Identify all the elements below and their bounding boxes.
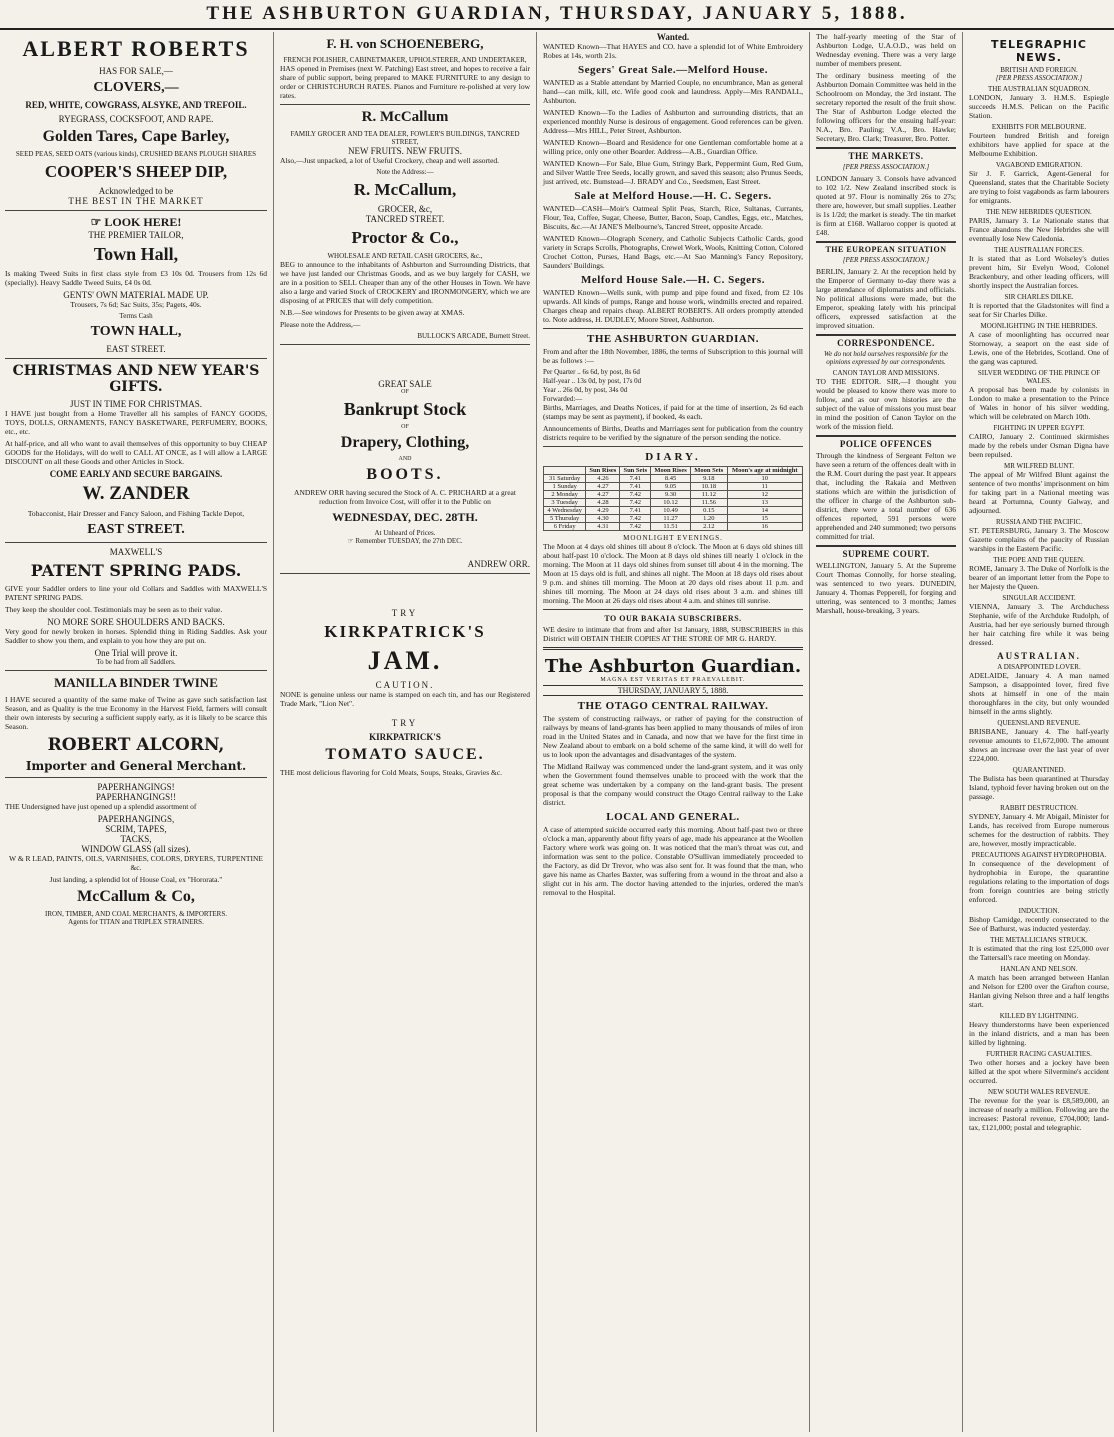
blunt-body: The appeal of Mr Wilfred Blunt against the sentence of two months' imprisonment on him for taking part in a National meeting was heard at Portumna, County Galway, and adjourned. — [969, 470, 1109, 515]
diary-cell: 9.18 — [691, 475, 727, 483]
diary-header — [544, 467, 586, 475]
diary-cell: 16 — [727, 523, 803, 531]
guardian-terms-body: From and after the 18th November, 1886, the terms of Subscription to this journal will be as follows :— — [543, 347, 803, 365]
mccallum-tancred: TANCRED STREET. — [365, 214, 445, 224]
diary-cell: 4.27 — [586, 491, 620, 499]
paper-body: THE Undersigned have just opened up a splendid assortment of — [5, 802, 197, 811]
terms-line: Per Quarter .. 6s 6d, by post, 8s 6d — [543, 368, 640, 376]
mccallum-also: Also,—Just unpacked, a lot of Useful Crockery, cheap and well assorted. — [280, 156, 500, 165]
diary-cell: 15 — [727, 515, 803, 523]
masthead-title: THE ASHBURTON GUARDIAN, THURSDAY, JANUARY 5, 1888. — [206, 3, 908, 24]
proctor-body: BEG to announce to the inhabitants of Ashburton and Surrounding Districts, that we have just landed our Christmas Goods, and as we buy largely for CASH, we are in a position to SELL Cheaper than any of the other Houses in Town. We have also a large and varied Stock of CROCKERY and IRONMONGERY, which we are disposing of at PRICES that will defy competition. — [280, 260, 530, 305]
diary-row — [544, 507, 803, 515]
wanted-item: WANTED Known—That HAYES and CO. have a splendid lot of White Embroidery Robes at 14s, worth 21s. — [543, 42, 803, 60]
maxwell-nomore: NO MORE SORE SHOULDERS AND BACKS. — [47, 617, 225, 627]
induction-title: INDUCTION. — [1018, 907, 1060, 915]
births-notice: Births, Marriages, and Deaths Notices, if paid for at the time of insertion, 2s 6d each (stamps may be sent as payment), if booked, 4s each. — [543, 403, 803, 421]
mccallum-name: R. McCallum — [361, 109, 449, 125]
paper-title-1: PAPERHANGINGS! — [97, 782, 175, 792]
diary-cell: 11.27 — [651, 515, 691, 523]
diary-row — [544, 515, 803, 523]
pope-title: THE POPE AND THE QUEEN. — [993, 556, 1085, 564]
great-sale: GREAT SALE — [378, 379, 432, 389]
wanted-header: Wanted. — [656, 32, 690, 42]
revenue-body: BRISBANE, January 4. The half-yearly revenue amounts to £1,672,000. The amount shows an increase over the last year of over £224,000. — [969, 727, 1109, 763]
motto: MAGNA EST VERITAS ET PRAEVALEBIT. — [600, 677, 746, 683]
moonlight-title: MOONLIGHT EVENINGS. — [623, 534, 723, 542]
divider — [280, 104, 530, 105]
markets-sub: [PER PRESS ASSOCIATION.] — [842, 163, 930, 171]
lightning-body: Heavy thunderstorms have been experienced in the inland districts, and a man has been killed by lightning. — [969, 1020, 1109, 1047]
drapery: Drapery, Clothing, — [340, 434, 470, 451]
paper-title-2: PAPERHANGINGS!! — [95, 792, 177, 802]
blunt-title: MR WILFRED BLUNT. — [1004, 462, 1074, 470]
quarantined-body: The Bulista has been quarantined at Thursday Island, typhoid fever having broken out on the passage. — [969, 774, 1109, 801]
kirkpatrick-2: KIRKPATRICK'S — [369, 732, 441, 742]
hydro-title: PRECAUTIONS AGAINST HYDROPHOBIA. — [971, 851, 1107, 859]
paper-coal: Just landing, a splendid lot of House Coal, ex "Hororata." — [49, 875, 223, 884]
mccallum-note: Note the Address:— — [376, 168, 434, 176]
look-here: LOOK HERE! — [104, 215, 182, 229]
otago-title: THE OTAGO CENTRAL RAILWAY. — [577, 700, 769, 712]
hebrides-title: THE NEW HEBRIDES QUESTION. — [986, 208, 1092, 216]
supreme-title: SUPREME COURT. — [816, 545, 956, 559]
singular-body: VIENNA, January 3. The Archduchess Stephanie, wife of the Archduke Rudolph, of Austria, had her eye seriously burned through her hair catching fire while it was being dressed. — [969, 602, 1109, 647]
diary-cell: 0.15 — [691, 507, 727, 515]
divider — [543, 609, 803, 610]
lover-body: ADELAIDE, January 4. A man named Sampson, a disappointed lover, fired five shots at himself in one of the main thoroughfares in the city, but only wounded himself in the arms slightly. — [969, 671, 1109, 716]
diary-cell: 10 — [727, 475, 803, 483]
maxwell-body-3: Very good for newly broken in horses. Splendid thing in Riding Saddles. Ask your Saddler to show you them, and explain to you how they are put on. — [5, 627, 267, 645]
police-title: POLICE OFFENCES — [816, 435, 956, 449]
local-title: LOCAL AND GENERAL. — [606, 811, 740, 823]
maxwell-trial: One Trial will prove it. — [94, 648, 178, 658]
schoen-trade: FRENCH POLISHER, CABINETMAKER, UPHOLSTERER, AND UNDERTAKER, — [283, 56, 527, 64]
wedding-body: A proposal has been made by colonists in London to make a presentation to the Prince of Wales in honor of his silver wedding, which will be celebrated on March 10th. — [969, 385, 1109, 421]
forwarded: Forwarded:— — [543, 395, 583, 403]
alcorn-trade: Importer and General Merchant. — [25, 759, 247, 773]
wanted-item: Melford House Sale.—H. C. Segers. — [581, 274, 765, 286]
zander-name: W. ZANDER — [82, 483, 190, 504]
diary-cell: 9.05 — [651, 483, 691, 491]
kirkpatrick-1: KIRKPATRICK'S — [324, 622, 486, 641]
divider — [543, 446, 803, 447]
paper-item: TACKS, — [120, 834, 152, 844]
sheep-dip: COOPER'S SHEEP DIP, — [44, 162, 228, 181]
local-body: A case of attempted suicide occurred early this morning. About half-past two or three o'clock a man, apparently about fifty years of age, made his appearance at the Woollen Factory where work was going on. It was noticed that the man's throat was cut, and information was sent to the police. Constable O'Sullivan immediately proceeded to the Factory, as did Dr Trevor, who was also sent for. It was found that the man, who gave his name as Charles Baxter, was suffering from a wound in the throat and also a slight cut in his arm. The doctor having attended to the injuries, ordered the man's removal to the Hospital. — [543, 825, 803, 897]
divider — [543, 647, 803, 650]
european-title: THE EUROPEAN SITUATION — [816, 241, 956, 254]
otago-body: The system of constructing railways, or rather of paying for the construction of railways by means of land-grants has been applied to many thousands of miles of iron road in the United States and in Canada, and now that we have for the first time in New Zealand about to embark on a bold scheme of the same kind, it will do well for us to look upon the advantages and disadvantages of the system. — [543, 714, 803, 759]
wanted-item: Segers' Great Sale.—Melford House. — [577, 64, 768, 76]
column-rule — [962, 32, 963, 1432]
forces-title: THE AUSTRALIAN FORCES. — [994, 246, 1084, 254]
kirk-body: NONE is genuine unless our name is stamped on each tin, and has our Registered Trade Mark, "Lion Net". — [280, 690, 530, 708]
diary-cell: 10.49 — [651, 507, 691, 515]
boots: BOOTS. — [366, 466, 444, 483]
rabbit-body: SYDNEY, January 4. Mr Abigail, Minister for Lands, has received from Europe numerous schemes for the destruction of rabbits. They are, however, mostly impracticable. — [969, 812, 1109, 848]
issue-date: THURSDAY, JANUARY 5, 1888. — [543, 685, 803, 696]
albert-line: HAS FOR SALE,— — [99, 66, 173, 76]
bakaia-body: WE desire to intimate that from and after 1st January, 1888, SUBSCRIBERS in this District will OBTAIN THEIR COPIES AT THE STORE OF MR G. HARDY. — [543, 625, 803, 643]
lightning-title: KILLED BY LIGHTNING. — [999, 1012, 1079, 1020]
proctor-sub: WHOLESALE AND RETAIL CASH GROCERS, &c., — [327, 252, 483, 260]
xmas-body-2: At half-price, and all who want to avail themselves of this opportunity to buy CHEAP GOODS for the Holidays, will do well to CALL AT ONCE, as I will allow a LARGE DISCOUNT on all these Goods and other Articles in Stock. — [5, 439, 267, 466]
alcorn-name: ROBERT ALCORN, — [47, 735, 225, 755]
diary-cell: 1.20 — [691, 515, 727, 523]
racing-title: FURTHER RACING CASUALTIES. — [986, 1050, 1092, 1058]
diary-cell: 7.42 — [620, 515, 651, 523]
xmas-just: JUST IN TIME FOR CHRISTMAS. — [70, 399, 202, 409]
quarantined-title: QUARANTINED. — [1012, 766, 1066, 774]
singular-title: SINGULAR ACCIDENT. — [1002, 594, 1076, 602]
diary-header: Moon's age at midnight — [727, 467, 803, 475]
diary-body — [544, 475, 803, 531]
column-4 — [811, 32, 961, 1432]
diary-cell: 31 Saturday — [544, 475, 586, 483]
diary-header: Moon Sets — [691, 467, 727, 475]
divider — [5, 358, 267, 359]
diary-cell: 4.28 — [586, 499, 620, 507]
best-market: THE BEST IN THE MARKET — [68, 196, 204, 206]
agents: Agents for TITAN and TRIPLEX STRAINERS. — [68, 918, 204, 926]
diary-header: Sun Rises — [586, 467, 620, 475]
wedding-title: SILVER WEDDING OF THE PRINCE OF WALES. — [977, 369, 1101, 385]
proctor-nb: N.B.—See windows for Presents to be given away at XMAS. — [280, 308, 465, 317]
clovers: CLOVERS,— — [93, 80, 179, 95]
diary-cell: 3 Tuesday — [544, 499, 586, 507]
sale-of-2: OF — [401, 424, 409, 430]
diary-cell: 4.29 — [586, 507, 620, 515]
sale-body: ANDREW ORR having secured the Stock of A. C. PRICHARD at a great reduction from Invoice Cost, will offer it to the Public on — [294, 488, 516, 506]
gents-material: GENTS' OWN MATERIAL MADE UP. — [63, 290, 209, 300]
guardian-terms-title: THE ASHBURTON GUARDIAN. — [587, 333, 759, 345]
squadron-title: THE AUSTRALIAN SQUADRON. — [987, 85, 1091, 93]
egypt-body: CAIRO, January 2. Continued skirmishes made by the rebels under Osman Digna have been repulsed. — [969, 432, 1109, 459]
corresp-sub: We do not hold ourselves responsible for the opinions expressed by our correspondents. — [823, 350, 949, 366]
markets-title: THE MARKETS. — [816, 147, 956, 161]
diary-cell: 7.41 — [620, 483, 651, 491]
press-sub: [PER PRESS ASSOCIATION.] — [995, 74, 1083, 82]
new-fruits: NEW FRUITS. NEW FRUITS. — [348, 146, 462, 156]
schoen-body: HAS opened in Premises (next W. Patching) East street, and hopes to receive a fair share of public support, being prepared to MAKE FURNITURE to any design to order or CHRISTCHURCH RATES. Pianos and Furniture re-polished at very low rates. — [280, 64, 530, 100]
zander-street: EAST STREET. — [87, 522, 185, 537]
column-rule — [273, 32, 274, 1432]
halfyearly: The half-yearly meeting of the Star of Ashburton Lodge, U.A.O.D., was held on Wednesday evening. There was a very large number of members present. — [816, 32, 956, 68]
spacer — [280, 349, 530, 379]
police-body: Through the kindness of Sergeant Felton we have seen a return of the offences dealt with in the R.M. Court during the past year. It appears that, including the Rakaia and Methven stations which are within the jurisdiction of the officer in charge of the Ashburton sub-district, there were a total number of 636 offences reported, 591 persons were apprehended and 240 summoned; two persons committed for trial. — [816, 451, 957, 541]
egypt-title: FIGHTING IN UPPER EGYPT. — [993, 424, 1085, 432]
nsw-body: The revenue for the year is £8,589,000, an increase of nearly a million. Following are the increases: Pastoral revenue, £704,000; land-tax, £121,000; postal and telegraphic. — [969, 1096, 1109, 1132]
european-sub: [PER PRESS ASSOCIATION.] — [842, 256, 930, 264]
grasses: RYEGRASS, COCKSFOOT, AND RAPE. — [58, 114, 214, 124]
diary-row — [544, 483, 803, 491]
divider — [280, 344, 530, 345]
wanted-item: WANTED Known—Wells sunk, with pump and pipe found and fixed, from £2 10s upwards. All kinds of pumps, Range and house work, windmills erected and repaired. Charges cheap and repairs cheap. ALBERT ROBERTS. All orders promptly attended to. Note address, H. DUDLEY, Moore Street, Ashburton. — [543, 288, 803, 324]
diary-cell: 10.18 — [691, 483, 727, 491]
twine-body: I HAVE secured a quantity of the same make of Twine as gave such satisfaction last Season, and as Quality is the true Economy in the Harvest Field, farmers will consult their own interests by securing a sufficient supply early, as it is likely to be scarce this Season. — [5, 695, 267, 731]
bankrupt-stock: Bankrupt Stock — [343, 399, 467, 419]
hebrides-body: PARIS, January 3. Le Nationale states that France abandons the New Hebrides she will eventually lose New Caledonia. — [969, 216, 1109, 243]
diary-cell: 4.26 — [586, 475, 620, 483]
diary-cell: 4.27 — [586, 483, 620, 491]
diary-row — [544, 523, 803, 531]
diary-row — [544, 491, 803, 499]
metallicians-body: It is estimated that the ring lost £25,000 over the Tattersall's race meeting on Monday. — [969, 944, 1109, 962]
moonlight-body: The Moon at 4 days old shines till about 8 o'clock. The Moon at 6 days old shines till about half-past 10 o'clock. The Moon at 8 days old shines till nearly 1 o'clock in the morning. The Moon at 11 days old shines from sunset till about 4 in the morning. The Moon at 15 days old is full, and shines all night. The Moon at 18 days old rises about 9 p.m. and shines till morning. The Moon at 20 days old rises about 11 p.m. and shines till morning. The Moon at 24 days old rises about 3 a.m. and shines till morning. The Moon at 26 days old rises about 4 a.m. and shines till sunrise. — [543, 542, 803, 605]
moonlighting-body: A case of moonlighting has occurred near Stornoway, a seaport on the east side of Lewis, one of the Hebrides, Scotland. One of the gang was captured. — [969, 330, 1109, 366]
diary-cell: 2.12 — [691, 523, 727, 531]
xmas-title: CHRISTMAS AND NEW YEAR'S GIFTS. — [12, 363, 260, 395]
mccallum-co: McCallum & Co, — [77, 888, 195, 905]
jam: JAM. — [367, 646, 443, 675]
maxwell-body: GIVE your Saddler orders to line your old Collars and Saddles with MAXWELL'S PATENT SPRING PADS. — [5, 584, 267, 602]
look-here-line — [5, 215, 267, 230]
diary-cell: 11.51 — [651, 523, 691, 531]
xmas-body: I HAVE just bought from a Home Traveller all his samples of FANCY GOODS, TOYS, DOLLS, ORNAMENTS, FANCY BASKETWARE, PERFUMERY, BOOKS, etc., etc. — [5, 409, 267, 436]
try-1: TRY — [391, 608, 419, 618]
col4-body: The ordinary business meeting of the Ashburton Domain Committee was held in the Schoolroom on Monday, the 3rd instant. The secretary reported the result of the fruit show. The Star of Ashburton Lodge elected the following officers for the ensuing half-year: N.A., Bro. Pauling; V.A., Bro. Hawke; Secretary, Bro. Clark; Treasurer, Bro. Potter. — [816, 71, 956, 143]
diary-cell: 11.56 — [691, 499, 727, 507]
tomato-sauce: TOMATO SAUCE. — [325, 746, 485, 763]
diary-cell: 13 — [727, 499, 803, 507]
maxwell-had: To be had from all Saddlers. — [96, 658, 176, 666]
town-hall-2: TOWN HALL, — [90, 324, 182, 339]
diary-cell: 5 Thursday — [544, 515, 586, 523]
column-rule — [536, 32, 537, 1432]
divider — [5, 210, 267, 211]
paper-lead: W & R LEAD, PAINTS, OILS, VARNISHES, COLORS, DRYERS, TURPENTINE &c. — [9, 854, 263, 872]
wanted-item: WANTED Known—For Sale, Blue Gum, Stringy Bark, Peppermint Gum, Red Gum, and Silver Wattle Tree Seeds, locally grown, and saved this season; also Prunus Seeds, just arrived, etc. Bumstead—J. BRADY and Co., Seedsmen, East Street. — [543, 159, 803, 186]
maxwell-body-2: They keep the shoulder cool. Testimonials may be seen as to their value. — [5, 605, 223, 614]
divider — [543, 328, 803, 329]
diary-cell: 7.41 — [620, 507, 651, 515]
hydro-body: In consequence of the development of hydrophobia in Europe, the quarantine regulations relating to the importation of dogs from foreign countries are being strictly enforced. — [969, 859, 1109, 904]
albert-name: ALBERT ROBERTS — [22, 36, 250, 61]
diary-cell: 6 Friday — [544, 523, 586, 531]
diary-table — [543, 466, 803, 531]
announcements: Announcements of Births, Deaths and Marriages sent for publication from the country districts require to be verified by the signature of the person sending the notice. — [543, 424, 803, 442]
australian-title: AUSTRALIAN. — [997, 651, 1081, 661]
wanted-item: Sale at Melford House.—H. C. Segers. — [574, 190, 772, 202]
metallicians-title: THE METALLICIANS STRUCK. — [990, 936, 1088, 944]
diary-cell: 7.42 — [620, 491, 651, 499]
column-3 — [538, 32, 808, 1432]
diary-row — [544, 499, 803, 507]
proctor-note: Please note the Address,— — [280, 320, 361, 329]
russia-body: ST. PETERSBURG, January 3. The Moscow Gazette complains of the paucity of Russian warships in the Eastern Pacific. — [969, 526, 1109, 553]
tailor-body: Is making Tweed Suits in first class style from £3 10s 0d. Trousers from 12s 6d (specially). Heavy Saddle Tweed Suits, £4 0s 0d. — [5, 269, 267, 287]
hanlan-title: HANLAN AND NELSON. — [1000, 965, 1078, 973]
town-hall: Town Hall, — [93, 244, 179, 264]
sale-and: AND — [398, 456, 412, 462]
premier-tailor: THE PREMIER TAILOR, — [88, 230, 184, 240]
sale-date: WEDNESDAY, DEC. 28TH. — [332, 510, 478, 524]
spacer-col — [538, 32, 548, 1432]
diary-cell: 11 — [727, 483, 803, 491]
dilke-body: It is reported that the Gladstonites will find a seat for Sir Charles Dilke. — [969, 301, 1109, 319]
diary-title: DIARY. — [645, 451, 701, 463]
column-2 — [275, 32, 535, 1432]
diary-cell: 4 Wednesday — [544, 507, 586, 515]
paper-item: SCRIM, TAPES, — [105, 824, 167, 834]
terms-line: Year .. 26s 0d, by post, 34s 0d — [543, 386, 628, 394]
proctor-name: Proctor & Co., — [351, 228, 459, 247]
diary-cell: 7.42 — [620, 499, 651, 507]
markets-body: LONDON January 3. Consols have advanced to 102 1/2. New Zealand inscribed stock is quoted at 97. Flour is nominally 26s to 27s; there are, however, but small supplies. Leather is 1s 1/2d; the market is steady. The tin market is firm at £168. Wallaroo copper is quoted at £48. — [816, 174, 956, 237]
andrew-orr: ANDREW ORR. — [467, 559, 530, 569]
british-title: BRITISH AND FOREIGN. — [1000, 66, 1078, 74]
vagabond-title: VAGABOND EMIGRATION. — [995, 161, 1083, 169]
diary-cell: 8.45 — [651, 475, 691, 483]
exhibits-body: Fourteen hundred British and foreign exhibitors have applied for space at the Melbourne Exhibition. — [969, 131, 1109, 158]
proctor-arcade: BULLOCK'S ARCADE, Burnett Street. — [417, 332, 530, 340]
terms-line: Half-year .. 13s 0d, by post, 17s 0d — [543, 377, 642, 385]
russia-title: RUSSIA AND THE PACIFIC. — [996, 518, 1082, 526]
manilla-title: MANILLA BINDER TWINE — [54, 675, 218, 690]
exhibits-title: EXHIBITS FOR MELBOURNE. — [991, 123, 1087, 131]
telegraphic-title: TELEGRAPHIC NEWS. — [991, 38, 1087, 64]
wanted-item: WANTED Known—Board and Residence for one Gentleman comfortable home at a willing price, only one other Boarder. Address—A.B., Guardian Office. — [543, 138, 803, 156]
divider — [5, 777, 267, 778]
zander-trade: Tobacconist, Hair Dresser and Fancy Saloon, and Fishing Tackle Depot, — [27, 509, 245, 518]
paper-item: WINDOW GLASS (all sizes). — [81, 844, 191, 854]
schoen-name: F. H. von SCHOENEBERG, — [326, 36, 484, 51]
diary-cell: 1 Sunday — [544, 483, 586, 491]
diary-cell: 11.12 — [691, 491, 727, 499]
terms-cash: Terms Cash — [119, 312, 153, 320]
diary-cell: 12 — [727, 491, 803, 499]
induction-body: Bishop Camidge, recently consecrated to the See of Bathurst, was inducted yesterday. — [969, 915, 1109, 933]
east-street: EAST STREET. — [106, 344, 166, 354]
diary-cell: 2 Monday — [544, 491, 586, 499]
kirk-tail: THE most delicious flavoring for Cold Meats, Soups, Steaks, Gravies &c. — [280, 768, 503, 777]
column-1 — [0, 32, 272, 1432]
moonlighting-title: MOONLIGHTING IN THE HEBRIDES. — [980, 322, 1098, 330]
squadron-body: LONDON, January 3. H.M.S. Espiegle succeeds H.M.S. Pelican on the Pacific Station. — [969, 93, 1109, 120]
nsw-title: NEW SOUTH WALES REVENUE. — [987, 1088, 1090, 1096]
diary-cell: 9.30 — [651, 491, 691, 499]
revenue-title: QUEENSLAND REVENUE. — [997, 719, 1081, 727]
otago-body-2: The Midland Railway was commenced under the land-grant system, and it was only when the Government found themselves unable to proceed with the work that the great scheme was undertaken by a company on the land-grant basis. The present proposal is that the company would construct the Otago Central railway to the Lake district. — [543, 762, 803, 807]
diary-row — [544, 475, 803, 483]
diary-cell: 4.31 — [586, 523, 620, 531]
clover-types: RED, WHITE, COWGRASS, ALSYKE, AND TREFOIL. — [25, 100, 247, 110]
hand-icon: ☞ — [347, 537, 354, 545]
bakaia-title: TO OUR BAKAIA SUBSCRIBERS. — [604, 614, 742, 623]
diary-cell: 7.42 — [620, 523, 651, 531]
wanted-item: WANTED Known—To the Ladies of Ashburton and surrounding districts, that an experienced monthly Nurse is desirous of engagement. Good references can be given. Address—Mrs HILL, Peter Street, Ashburton. — [543, 108, 803, 135]
supreme-body: WELLINGTON, January 5. At the Supreme Court Thomas Connolly, for horse stealing, was sentenced to two years. DUNEDIN, January 4. Thomas Pepperell, for forging and uttering, was sentenced to 3 months; James Marshall, house-breaking, 3 years. — [816, 561, 956, 615]
seeds: SEED PEAS, SEED OATS (various kinds), CRUSHED BEANS PLOUGH SHARES — [15, 150, 257, 158]
corresp-title: CORRESPONDENCE. — [816, 334, 956, 348]
canon-body: TO THE EDITOR. SIR,—I thought you would be pleased to know there was more to follow, and as our own histories are the subject of the value of missions you must bear in mind the position of Canon Taylor on the work of the mission field. — [816, 377, 956, 431]
spacer — [280, 578, 530, 608]
golden-tares: Golden Tares, Cape Barley, — [42, 128, 230, 145]
column-rule — [809, 32, 810, 1432]
xmas-come: COME EARLY AND SECURE BARGAINS. — [49, 469, 223, 479]
maxwell-head: MAXWELL'S — [109, 547, 163, 557]
dilke-title: SIR CHARLES DILKE. — [1004, 293, 1074, 301]
diary-cell: 7.41 — [620, 475, 651, 483]
lover-title: A DISAPPOINTED LOVER. — [997, 663, 1081, 671]
divider — [5, 670, 267, 671]
guardian-terms — [543, 368, 803, 395]
paper-item: PAPERHANGINGS, — [97, 814, 175, 824]
divider — [5, 542, 267, 543]
diary-header: Moon Rises — [651, 467, 691, 475]
tailor-prices: Trousers, 7s 6d; Sac Suits, 35s; Pagets, 40s. — [70, 300, 202, 309]
iron-timber: IRON, TIMBER, AND COAL MERCHANTS, & IMPORTERS. — [45, 910, 227, 918]
try-2: TRY — [391, 718, 419, 728]
pope-body: ROME, January 3. The Duke of Norfolk is the bearer of an important letter from the Pope to her Majesty the Queen. — [969, 564, 1109, 591]
racing-body: Two other horses and a jockey have been killed at the spot where Silvermine's accident occurred. — [969, 1058, 1109, 1085]
guardian-logo: The Ashburton Guardian. — [544, 656, 802, 677]
hanlan-body: A match has been arranged between Hanlan and Nelson for £200 over the Grafton course, Hanlan giving Nelson three and a half lengths start. — [969, 973, 1109, 1009]
wanted-item: WANTED Known—Olograph Scenery, and Catholic Subjects Catholic Cards, good variety in Scraps Scrolls, Photographs, Crewel Work, Wools, Knitting Cotton, Colored Crochet Cotton, Purses, Hand Bags, etc.—At Sao Manning's Fancy Repository, Saunders' Buildings. — [543, 234, 803, 270]
diary-header-row — [544, 467, 803, 475]
mccallum-body: FAMILY GROCER AND TEA DEALER, FOWLER'S BUILDINGS, TANCRED STREET, — [290, 130, 520, 146]
sale-remember: Remember TUESDAY, the 27th DEC. — [355, 537, 463, 545]
rabbit-title: RABBIT DESTRUCTION. — [1000, 804, 1078, 812]
divider — [280, 573, 530, 574]
european-body: BERLIN, January 2. At the reception held by the Emperor of Germany to-day there was a large attendance of diplomatists and officials. No political allusions were made, but the Emperor, speaking lately with his principal officers, expressed satisfaction at the improved situation. — [816, 267, 956, 330]
wanted-item: WANTED as a Stable attendant by Married Couple, no encumbrance, Man as general hand—can milk, kill, etc. Wife good cook and laundress. Apply—Mrs RANDALL, Ashburton. — [543, 78, 803, 105]
masthead — [0, 0, 1114, 30]
caution: CAUTION. — [375, 680, 435, 690]
column-5 — [964, 32, 1114, 1432]
canon-title: CANON TAYLOR AND MISSIONS. — [832, 369, 940, 377]
sale-at: At Unheard of Prices. — [374, 529, 436, 537]
diary-cell: 10.12 — [651, 499, 691, 507]
mccallum-name-2: R. McCallum, — [353, 180, 457, 199]
acknowledged: Acknowledged to be — [98, 186, 174, 196]
forces-body: It is stated that as Lord Wolseley's duties prevent him, Sir Evelyn Wood, Colonel Brackenbury, and other leading officers, will shortly inspect the Australian forces. — [969, 254, 1109, 290]
diary-cell: 14 — [727, 507, 803, 515]
remember-line — [280, 537, 530, 545]
diary-cell: 4.30 — [586, 515, 620, 523]
vagabond-body: Sir J. F. Garrick, Agent-General for Queensland, states that the Charitable Society are trying to foist vagabonds as farm labourers for emigrants. — [969, 169, 1109, 205]
hand-icon: ☞ — [90, 215, 102, 229]
sale-of: OF — [401, 389, 409, 395]
diary-header: Sun Sets — [620, 467, 651, 475]
wanted-item: WANTED—CASH—Moir's Oatmeal Split Peas, Starch, Rice, Sultanas, Currants, Flour, Tea, Coffee, Sugar, Cheese, Butter, Bacon, Soap, Candles, Eggs, etc., Matches, Biscuits, &c.—At JANE'S Melbourne's, Tancred Street, opposite Arcade. — [543, 204, 803, 231]
maxwell-title: PATENT SPRING PADS. — [30, 561, 242, 580]
mccallum-grocer: GROCER, &c, — [377, 204, 433, 214]
